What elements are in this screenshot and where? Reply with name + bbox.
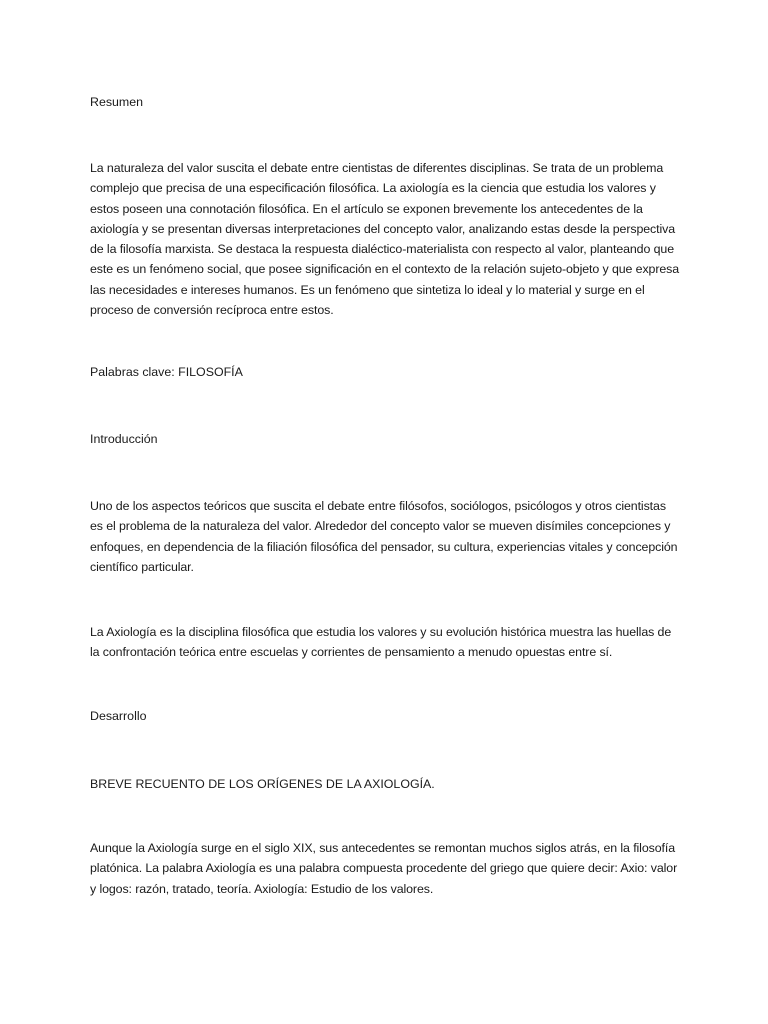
resumen-paragraph: La naturaleza del valor suscita el debate entre cientistas de diferentes disciplinas. Se trata de un problema complejo que precisa de una especificación filosófica. La axiología es la ciencia que estudia los valores y estos poseen una connotación filosófica. En el artículo se exponen brevemente los antecedentes de la axiología y se presentan diversas interpretaciones del concepto valor, analizando estas desde la perspectiva de la filosofía marxista. Se destaca la respuesta dialéctico-materialista con respecto al valor, planteando que este es un fenómeno social, que posee significación en el contexto de la relación sujeto-objeto y que expresa las necesidades e intereses humanos. Es un fenómeno que sintetiza lo ideal y lo material y surge en el proceso de conversión recíproca entre estos. — [90, 161, 680, 318]
keywords-line: Palabras clave: FILOSOFÍA — [90, 365, 243, 379]
introduccion-heading: Introducción — [90, 432, 158, 446]
section-title: BREVE RECUENTO DE LOS ORÍGENES DE LA AXIOLOGÍA. — [90, 777, 435, 791]
introduccion-paragraph-1: Uno de los aspectos teóricos que suscita el debate entre filósofos, sociólogos, psicólogos y otros cientistas es el problema de la naturaleza del valor. Alrededor del concepto valor se mueven disímiles concepciones y enfoques, en dependencia de la filiación filosófica del pensador, su cultura, experiencias vitales y concepción científico particular. — [90, 499, 678, 574]
desarrollo-paragraph-1: Aunque la Axiología surge en el siglo XIX, sus antecedentes se remontan muchos siglos atrás, en la filosofía platónica. La palabra Axiología es una palabra compuesta procedente del griego que quiere decir: Axio: valor y logos: razón, tratado, teoría. Axiología: Estudio de los valores. — [90, 841, 678, 896]
desarrollo-heading: Desarrollo — [90, 709, 147, 723]
resumen-heading: Resumen — [90, 95, 144, 109]
introduccion-paragraph-2: La Axiología es la disciplina filosófica que estudia los valores y su evolución histórica muestra las huellas de la confrontación teórica entre escuelas y corrientes de pensamiento a menudo opuestas entre sí. — [90, 625, 672, 660]
